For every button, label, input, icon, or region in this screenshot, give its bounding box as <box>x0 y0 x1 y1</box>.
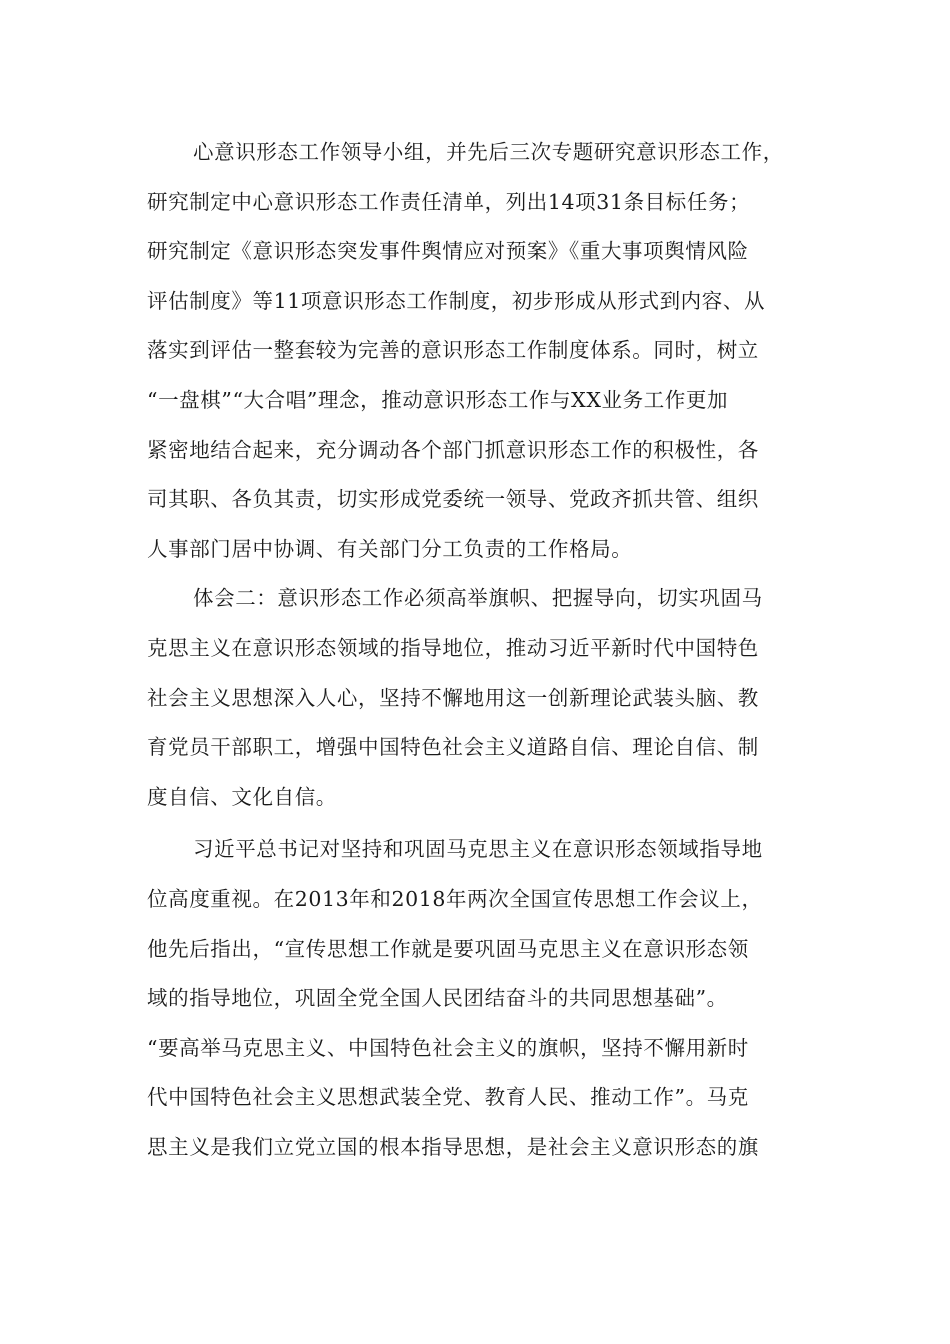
text-line: 评估制度》等11项意识形态工作制度，初步形成从形式到内容、从 <box>147 288 766 313</box>
text-line: 研究制定《意识形态突发事件舆情应对预案》《重大事项舆情风险 <box>147 239 749 264</box>
text-line: 心意识形态工作领导小组，并先后三次专题研究意识形态工作， <box>193 140 784 164</box>
text-line: 体会二：意识形态工作必须高举旗帜、把握导向，切实巩固马 <box>193 586 763 611</box>
text-line: 习近平总书记对坚持和巩固马克思主义在意识形态领域指导地 <box>193 837 763 862</box>
text-line: 他先后指出，“宣传思想工作就是要巩固马克思主义在意识形态领 <box>147 936 749 961</box>
text-line: 位高度重视。在2013年和2018年两次全国宣传思想工作会议上， <box>147 886 763 911</box>
text-line: 思主义是我们立党立国的根本指导思想，是社会主义意识形态的旗 <box>147 1134 759 1159</box>
text-line: 落实到评估一整套较为完善的意识形态工作制度体系。同时，树立 <box>147 338 759 363</box>
text-line: 克思主义在意识形态领域的指导地位，推动习近平新时代中国特色 <box>147 635 759 660</box>
text-line: “一盘棋”“大合唱”理念，推动意识形态工作与XX业务工作更加 <box>147 387 729 412</box>
text-line: “要高举马克思主义、中国特色社会主义的旗帜，坚持不懈用新时 <box>147 1035 749 1060</box>
text-line: 代中国特色社会主义思想武装全党、教育人民、推动工作”。马克 <box>147 1085 749 1110</box>
text-line: 度自信、文化自信。 <box>147 784 337 809</box>
text-line: 人事部门居中协调、有关部门分工负责的工作格局。 <box>147 536 633 561</box>
text-line: 社会主义思想深入人心，坚持不懈地用这一创新理论武装头脑、教 <box>147 685 759 710</box>
text-line: 司其职、各负其责，切实形成党委统一领导、党政齐抓共管、组织 <box>147 487 759 512</box>
text-line: 育党员干部职工，增强中国特色社会主义道路自信、理论自信、制 <box>147 735 759 760</box>
text-line: 研究制定中心意识形态工作责任清单，列出14项31条目标任务； <box>147 189 751 214</box>
body-text <box>147 128 807 1172</box>
text-line: 域的指导地位，巩固全党全国人民团结奋斗的共同思想基础”。 <box>147 986 728 1011</box>
text-line: 紧密地结合起来，充分调动各个部门抓意识形态工作的积极性，各 <box>147 437 759 462</box>
